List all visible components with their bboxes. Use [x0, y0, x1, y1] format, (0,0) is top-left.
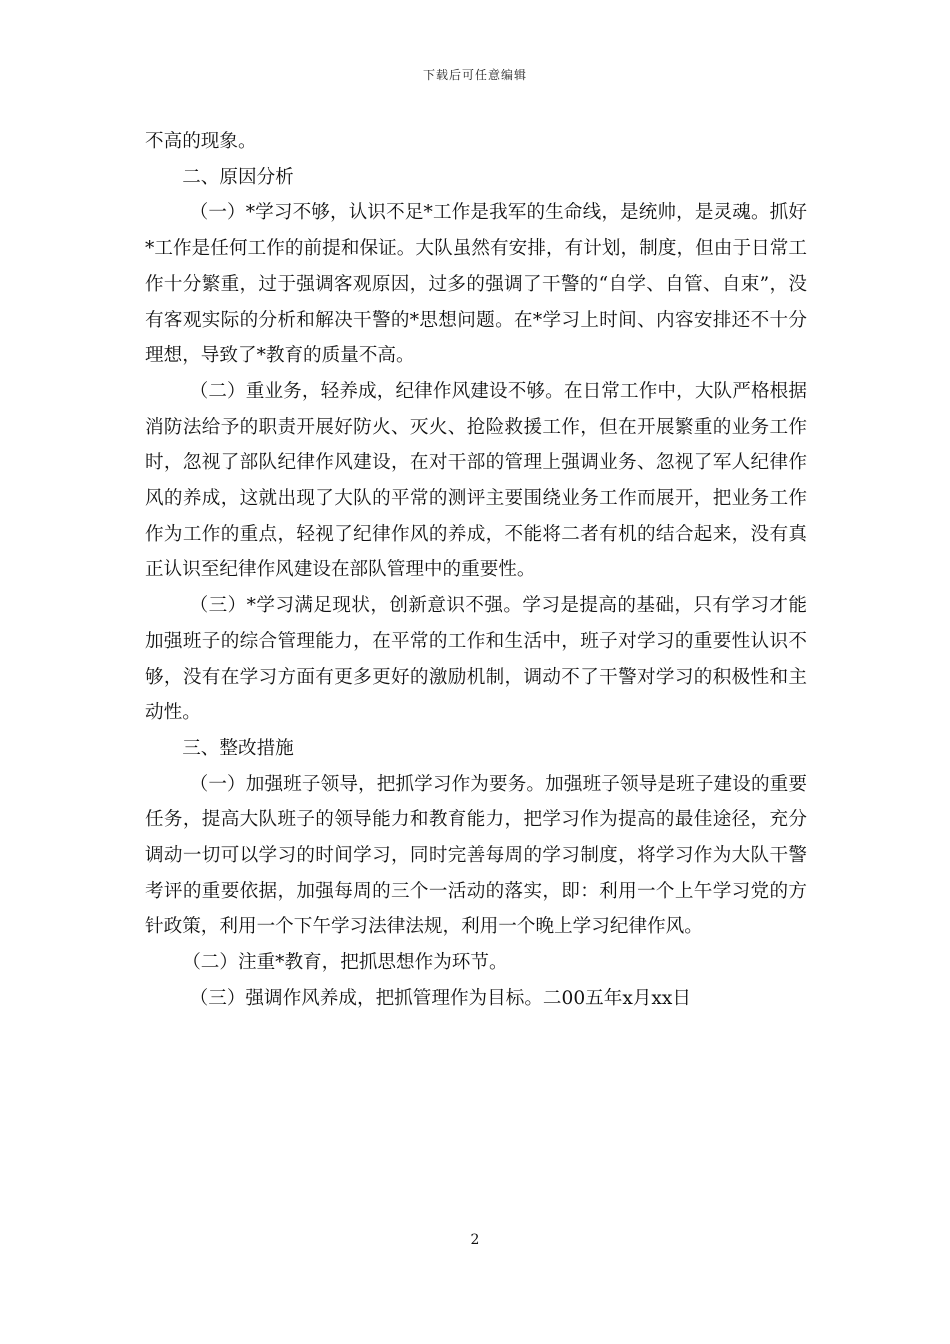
- paragraph-cause-2: （二）重业务，轻养成，纪律作风建设不够。在日常工作中，大队严格根据消防法给予的职责开展好防火、灭火、抢险救援工作，但在开展繁重的业务工作时，忽视了部队纪律作风建设，在对干部的管理上强调业务、忽视了军人纪律作风的养成，这就出现了大队的平常的测评主要围绕业务工作而展开，把业务工作作为工作的重点，轻视了纪律作风的养成，不能将二者有机的结合起来，没有真正认识至纪律作风建设在部队管理中的重要性。: [145, 380, 807, 581]
- paragraph-measure-1: （一）加强班子领导，把抓学习作为要务。加强班子领导是班子建设的重要任务，提高大队班子的领导能力和教育能力，把学习作为提高的最佳途径，充分调动一切可以学习的时间学习，同时完善每周的学习制度，将学习作为大队干警考评的重要依据，加强每周的三个一活动的落实，即：利用一个上午学习党的方针政策，利用一个下午学习法律法规，利用一个晚上学习纪律作风。: [145, 773, 807, 938]
- section-heading-cause-analysis: 二、原因分析: [182, 166, 294, 188]
- section-heading-rectification: 三、整改措施: [182, 737, 294, 759]
- paragraph-cause-1: （一）*学习不够，认识不足*工作是我军的生命线，是统帅，是灵魂。抓好*工作是任何工作的前提和保证。大队虽然有安排，有计划，制度，但由于日常工作十分繁重，过于强调客观原因，过多的强调了干警的“自学、自管、自束”，没有客观实际的分析和解决干警的*思想问题。在*学习上时间、内容安排还不十分理想，导致了*教育的质量不高。: [145, 202, 807, 367]
- paragraph-measure-3: （三）强调作风养成，把抓管理作为目标。二00五年x月xx日: [189, 987, 691, 1009]
- page-header: 下载后可任意编辑: [422, 68, 527, 82]
- paragraph-continuation: 不高的现象。: [145, 131, 257, 152]
- paragraph-cause-3: （三）*学习满足现状，创新意识不强。学习是提高的基础，只有学习才能加强班子的综合管理能力，在平常的工作和生活中，班子对学习的重要性认识不够，没有在学习方面有更多更好的激励机制，调动不了干警对学习的积极性和主动性。: [145, 595, 807, 724]
- page-number: 2: [470, 1232, 480, 1248]
- paragraph-measure-2: （二）注重*教育，把抓思想作为环节。: [182, 952, 508, 974]
- document-body: [145, 124, 807, 1017]
